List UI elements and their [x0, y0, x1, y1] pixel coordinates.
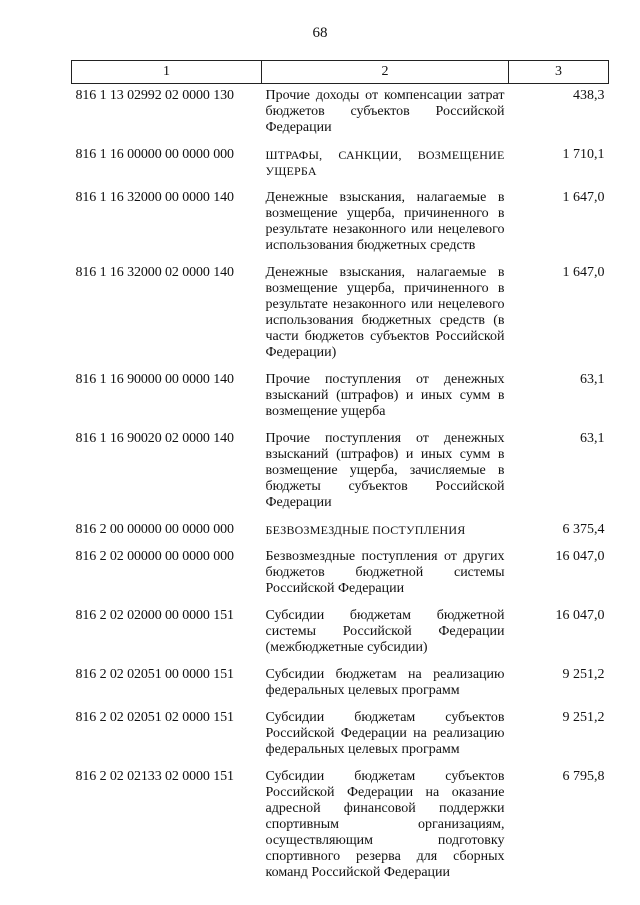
page-number: 68: [312, 25, 328, 41]
amount: 438,3: [573, 88, 605, 103]
classification-code: 816 2 02 02051 00 0000 151: [75, 667, 234, 682]
classification-code: 816 2 02 02133 02 0000 151: [75, 769, 234, 784]
classification-code: 816 1 16 00000 00 0000 000: [75, 147, 234, 162]
table-row: [72, 549, 609, 608]
amount: 6 375,4: [562, 522, 605, 537]
amount: 1 647,0: [562, 265, 605, 280]
classification-code: 816 1 16 32000 00 0000 140: [75, 190, 234, 205]
amount: 9 251,2: [562, 710, 605, 725]
table-row: [72, 667, 609, 710]
amount: 63,1: [580, 372, 605, 387]
revenue-name: Субсидии бюджетам бюджетной системы Российской Федерации (межбюджетные субсидии): [265, 608, 505, 655]
table-row: [72, 608, 609, 667]
table-row: [72, 710, 609, 769]
amount: 63,1: [580, 431, 605, 446]
amount: 16 047,0: [555, 608, 605, 623]
classification-code: 816 2 02 02051 02 0000 151: [75, 710, 234, 725]
amount: 1 647,0: [562, 190, 605, 205]
table-row: [72, 190, 609, 265]
table-row: [72, 265, 609, 372]
revenue-name: Денежные взыскания, налагаемые в возмещение ущерба, причиненного в результате незаконного или нецелевого использования бюджетных средств: [265, 190, 505, 253]
table-row: [72, 372, 609, 431]
column-header-amount: 3: [509, 61, 609, 84]
table-header-row: [72, 61, 609, 84]
classification-code: 816 2 02 02000 00 0000 151: [75, 608, 234, 623]
classification-code: 816 1 16 32000 02 0000 140: [75, 265, 234, 280]
revenue-name: Прочие доходы от компенсации затрат бюджетов субъектов Российской Федерации: [265, 88, 505, 135]
amount: 6 795,8: [562, 769, 605, 784]
revenue-name: Денежные взыскания, налагаемые в возмещение ущерба, причиненного в результате незаконного или нецелевого использования бюджетных средств (в части бюджетов субъектов Российской Федерации): [265, 265, 505, 360]
classification-code: 816 1 16 90020 02 0000 140: [75, 431, 234, 446]
revenue-name: БЕЗВОЗМЕЗДНЫЕ ПОСТУПЛЕНИЯ: [265, 523, 466, 537]
budget-table: [71, 60, 609, 892]
amount: 16 047,0: [555, 549, 605, 564]
column-header-code: 1: [72, 61, 262, 84]
classification-code: 816 1 13 02992 02 0000 130: [75, 88, 234, 103]
table-row: [72, 84, 609, 148]
revenue-name: Субсидии бюджетам на реализацию федеральных целевых программ: [265, 667, 505, 698]
revenue-name: Безвозмездные поступления от других бюджетов бюджетной системы Российской Федерации: [265, 549, 505, 596]
revenue-name: Субсидии бюджетам субъектов Российской Федерации на реализацию федеральных целевых программ: [265, 710, 505, 757]
revenue-name: ШТРАФЫ, САНКЦИИ, ВОЗМЕЩЕНИЕ УЩЕРБА: [265, 148, 505, 178]
revenue-name: Прочие поступления от денежных взысканий (штрафов) и иных сумм в возмещение ущерба, зачисляемые в бюджеты субъектов Российской Федерации: [265, 431, 505, 510]
table-row: [72, 769, 609, 892]
revenue-name: Субсидии бюджетам субъектов Российской Федерации на оказание адресной финансовой поддержки спортивным организациям, осуществляющим подготовку спортивного резерва для сборных команд Российской Федерации: [265, 769, 505, 880]
revenue-name: Прочие поступления от денежных взысканий (штрафов) и иных сумм в возмещение ущерба: [265, 372, 505, 419]
column-header-name: 2: [262, 61, 509, 84]
classification-code: 816 2 00 00000 00 0000 000: [75, 522, 234, 537]
table-row: [72, 431, 609, 522]
classification-code: 816 2 02 00000 00 0000 000: [75, 549, 234, 564]
table-row: [72, 147, 609, 190]
table-body: [72, 84, 609, 893]
amount: 9 251,2: [562, 667, 605, 682]
amount: 1 710,1: [562, 147, 605, 162]
table-row: [72, 522, 609, 549]
classification-code: 816 1 16 90000 00 0000 140: [75, 372, 234, 387]
